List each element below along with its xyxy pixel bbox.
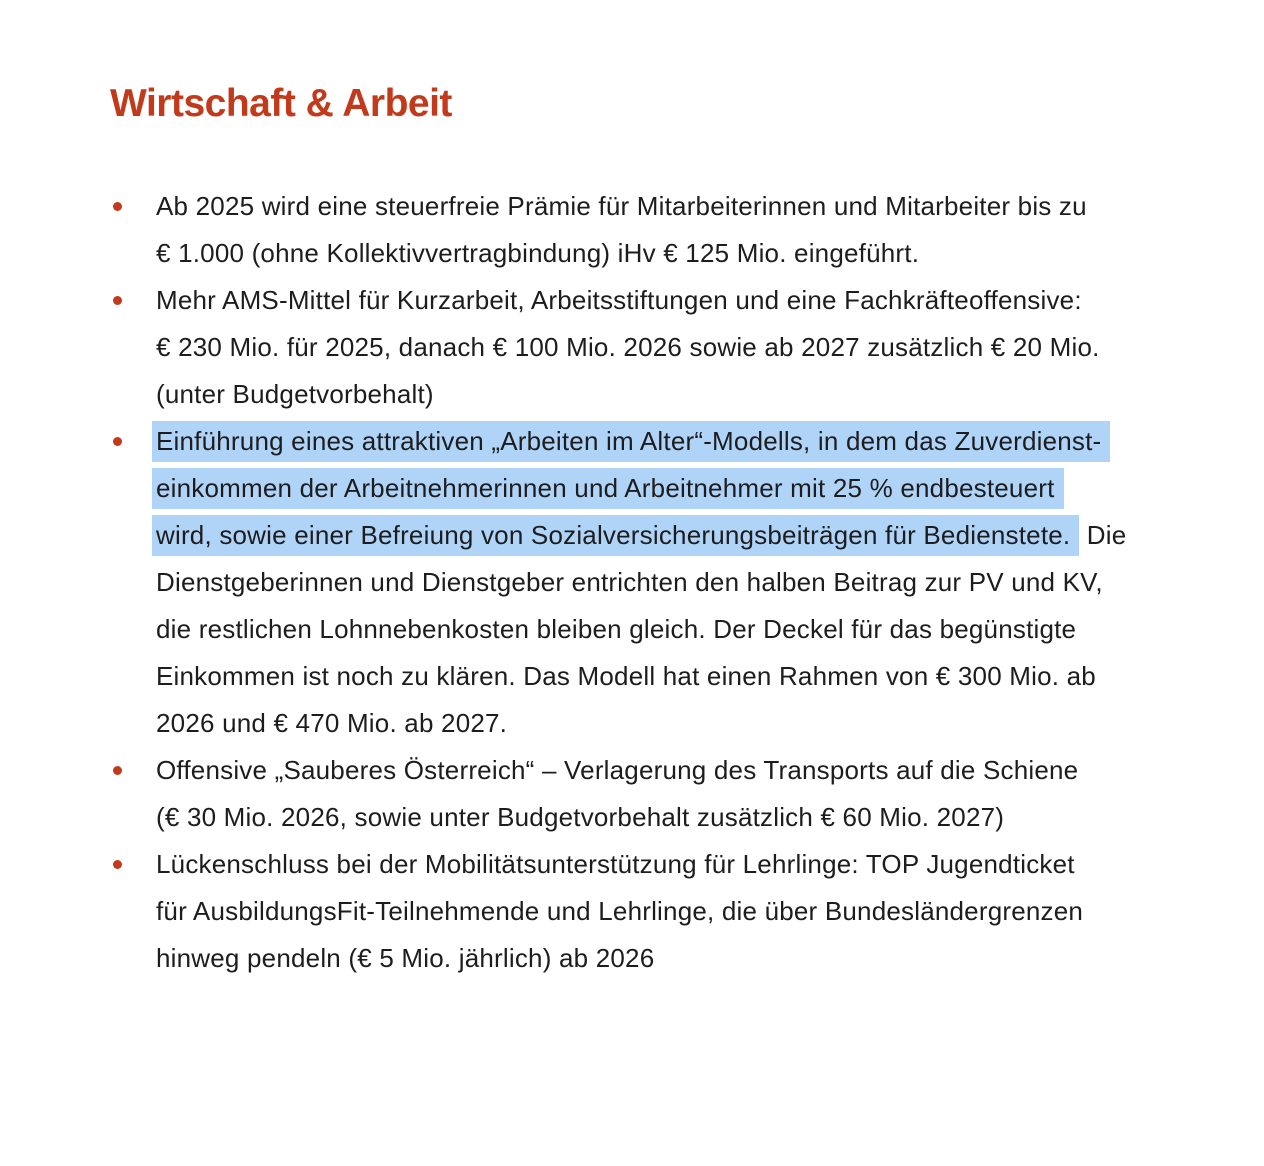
highlighted-text: Einführung eines attraktiven „Arbeiten im Alter“-Modells, in dem das Zuverdienst- <box>152 421 1110 462</box>
bullet-marker <box>113 296 122 305</box>
text-segment: € 230 Mio. für 2025, danach € 100 Mio. 2026 sowie ab 2027 zusätzlich € 20 Mio. <box>156 332 1100 362</box>
text-line <box>156 324 1220 371</box>
list-item <box>110 418 1220 747</box>
list-item <box>110 183 1220 277</box>
bullet-marker <box>113 202 122 211</box>
text-segment: (€ 30 Mio. 2026, sowie unter Budgetvorbehalt zusätzlich € 60 Mio. 2027) <box>156 802 1005 832</box>
text-segment: Mehr AMS-Mittel für Kurzarbeit, Arbeitsstiftungen und eine Fachkräfteoffensive: <box>156 285 1082 315</box>
bullet-marker <box>113 766 122 775</box>
text-line <box>156 888 1220 935</box>
text-segment: Ab 2025 wird eine steuerfreie Prämie für Mitarbeiterinnen und Mitarbeiter bis zu <box>156 191 1087 221</box>
text-line <box>156 794 1220 841</box>
text-segment: Die <box>1079 520 1127 550</box>
text-segment: Dienstgeberinnen und Dienstgeber entrichten den halben Beitrag zur PV und KV, <box>156 567 1103 597</box>
text-line <box>156 653 1220 700</box>
bullet-marker <box>113 860 122 869</box>
text-line <box>156 747 1220 794</box>
list-item <box>110 277 1220 418</box>
list-item <box>110 747 1220 841</box>
text-line <box>156 559 1220 606</box>
text-segment: Einkommen ist noch zu klären. Das Modell hat einen Rahmen von € 300 Mio. ab <box>156 661 1096 691</box>
text-line <box>156 371 1220 418</box>
highlighted-text: einkommen der Arbeitnehmerinnen und Arbeitnehmer mit 25 % endbesteuert <box>152 468 1064 509</box>
text-line <box>156 935 1220 982</box>
text-line <box>156 606 1220 653</box>
text-line <box>156 700 1220 747</box>
text-line <box>156 512 1220 559</box>
text-line <box>156 183 1220 230</box>
text-line <box>156 277 1220 324</box>
list-item <box>110 841 1220 982</box>
text-segment: 2026 und € 470 Mio. ab 2027. <box>156 708 508 738</box>
text-segment: hinweg pendeln (€ 5 Mio. jährlich) ab 2026 <box>156 943 655 973</box>
page-title: Wirtschaft & Arbeit <box>110 82 452 125</box>
text-line <box>156 465 1220 512</box>
text-segment: für AusbildungsFit-Teilnehmende und Lehrlinge, die über Bundesländergrenzen <box>156 896 1084 926</box>
highlighted-text: wird, sowie einer Befreiung von Sozialversicherungsbeiträgen für Bedienstete. <box>152 515 1079 556</box>
text-line <box>156 841 1220 888</box>
text-line <box>156 230 1220 277</box>
bullet-list <box>110 183 1220 982</box>
text-segment: die restlichen Lohnnebenkosten bleiben gleich. Der Deckel für das begünstigte <box>156 614 1077 644</box>
text-line <box>156 418 1220 465</box>
text-segment: (unter Budgetvorbehalt) <box>156 379 434 409</box>
text-segment: Offensive „Sauberes Österreich“ – Verlagerung des Transports auf die Schiene <box>156 755 1079 785</box>
text-segment: Lückenschluss bei der Mobilitätsunterstützung für Lehrlinge: TOP Jugendticket <box>156 849 1075 879</box>
bullet-marker <box>113 437 122 446</box>
text-segment: € 1.000 (ohne Kollektivvertragbindung) iHv € 125 Mio. eingeführt. <box>156 238 920 268</box>
